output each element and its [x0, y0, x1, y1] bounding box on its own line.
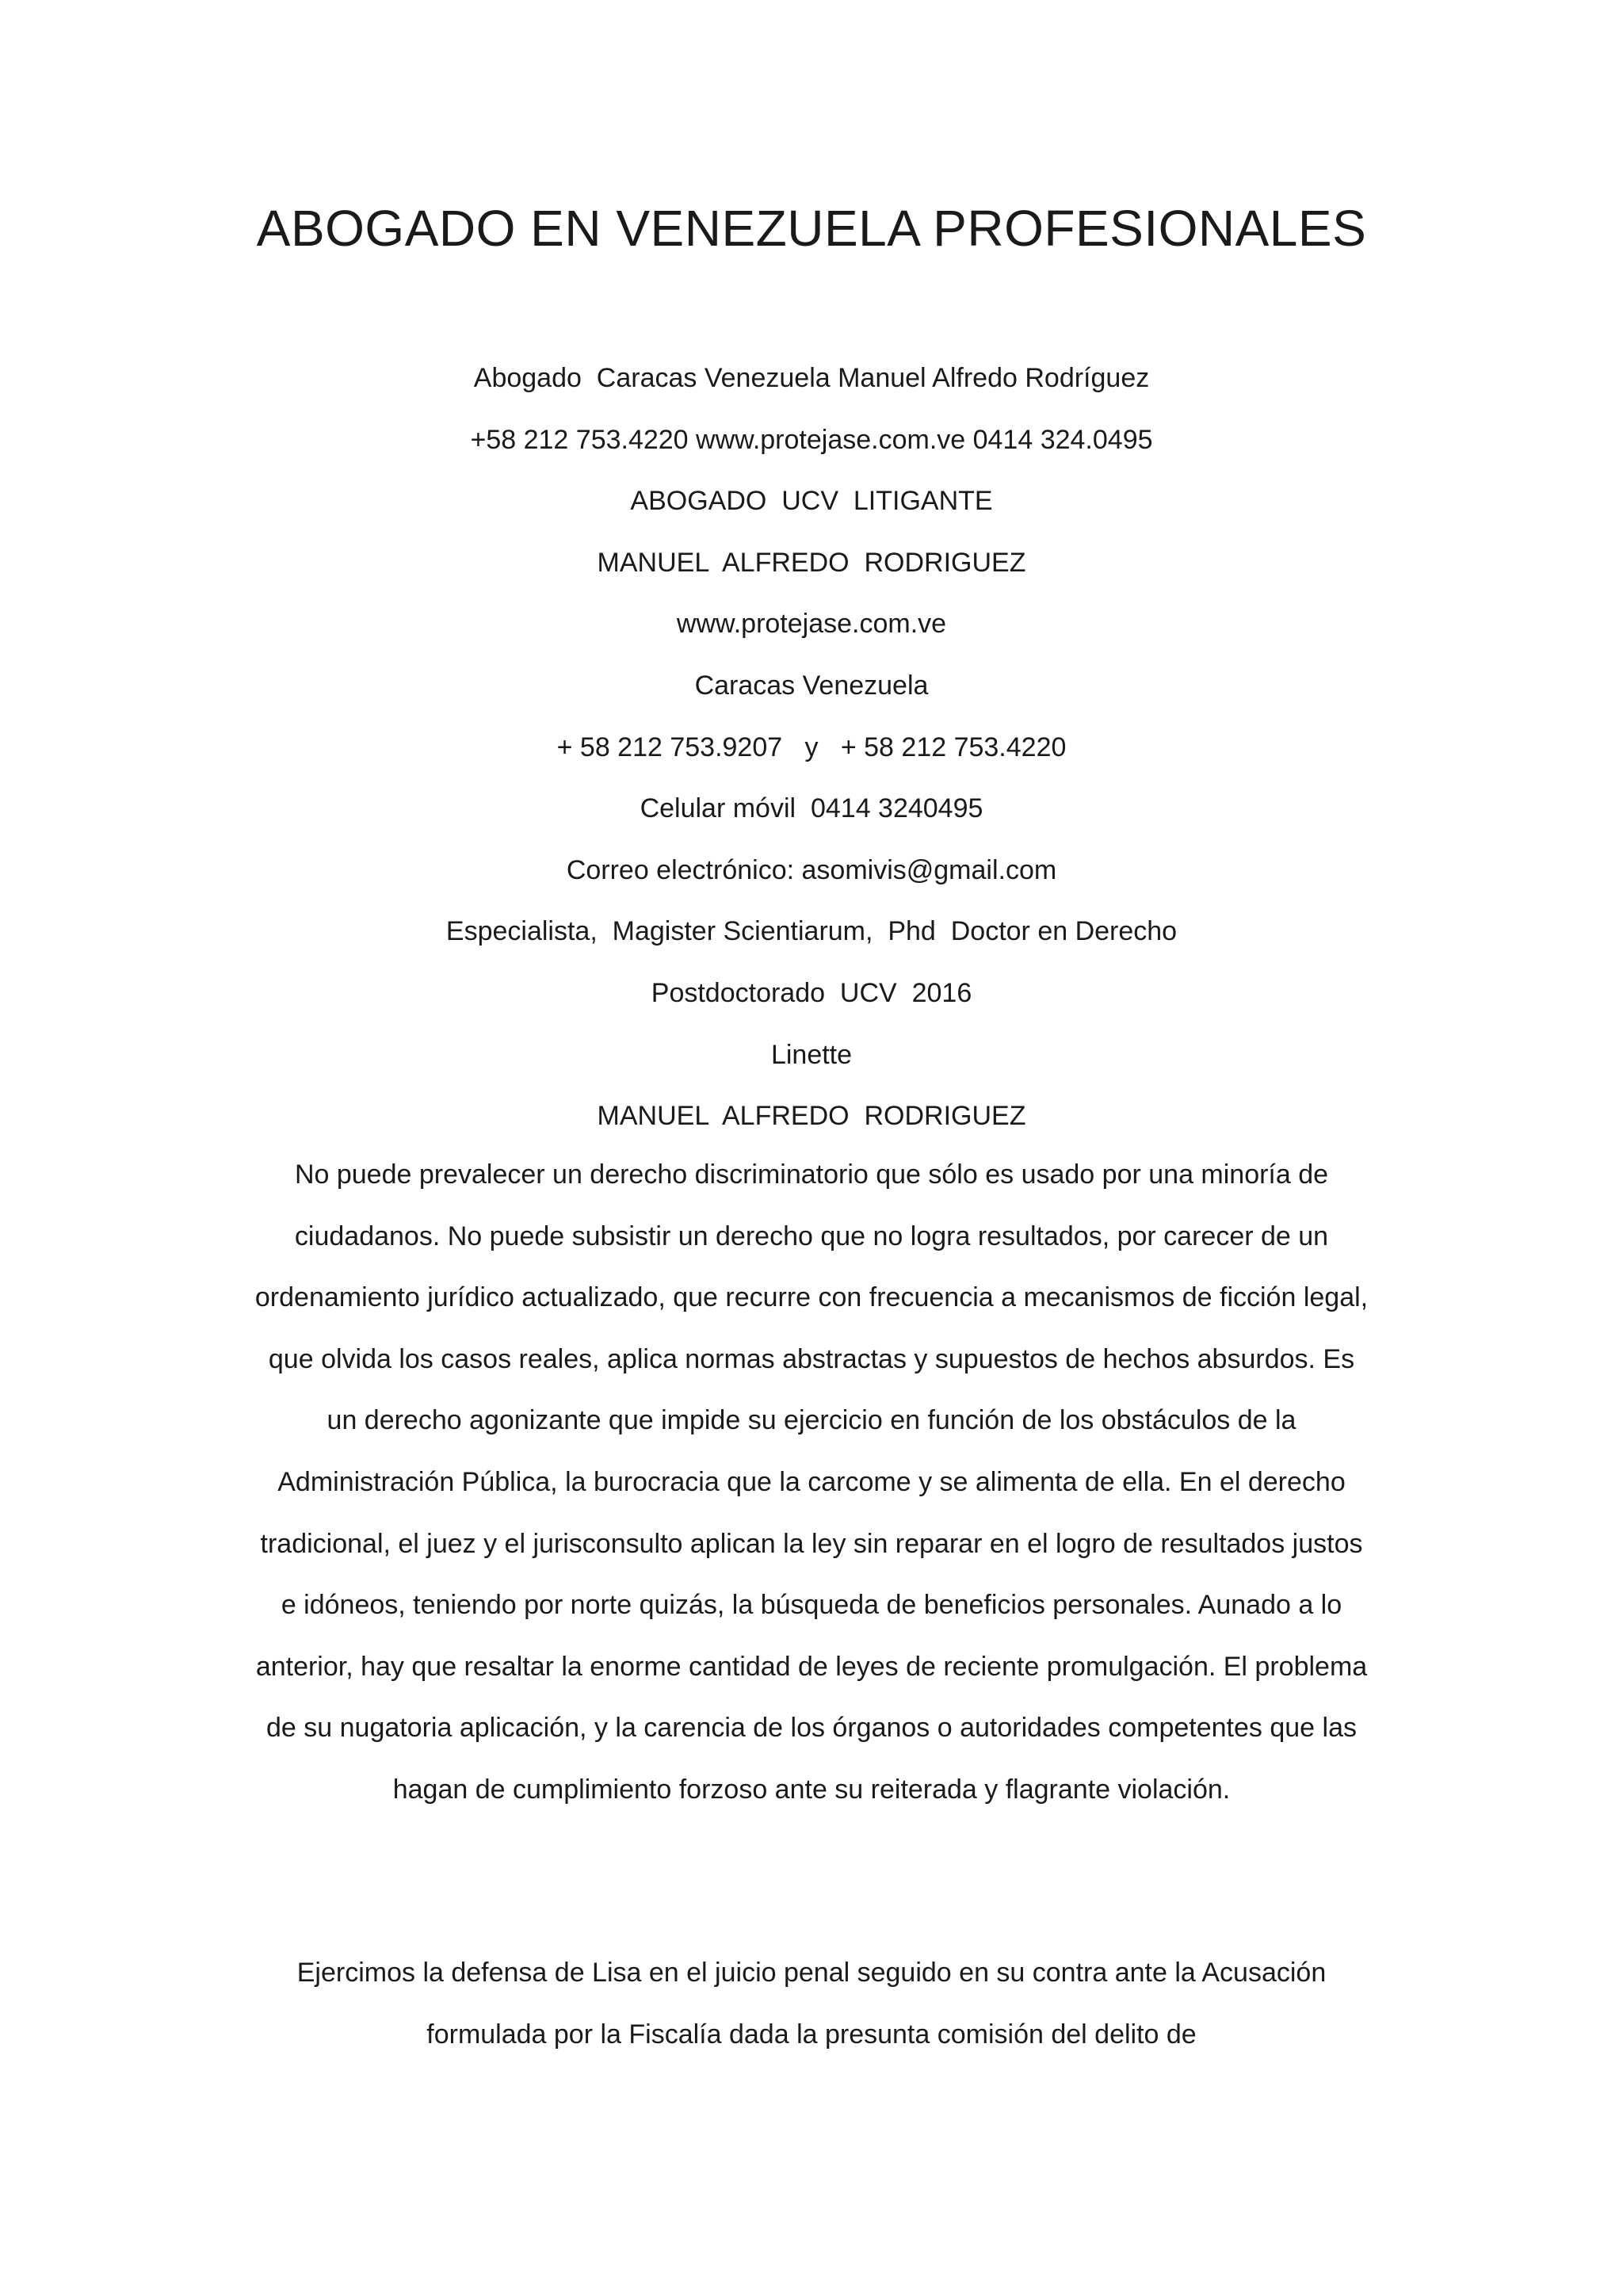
contact-line: + 58 212 753.9207 y + 58 212 753.4220: [556, 732, 1067, 762]
contact-line: Linette: [770, 1039, 853, 1070]
contact-line: MANUEL ALFREDO RODRIGUEZ: [597, 1101, 1026, 1132]
contact-line: +58 212 753.4220 www.protejase.com.ve 0414 324.0495: [470, 424, 1153, 455]
contact-line: Postdoctorado UCV 2016: [651, 977, 972, 1008]
document-title: ABOGADO EN VENEZUELA PROFESIONALES: [256, 200, 1367, 257]
paragraph-discriminatory-law: No puede prevalecer un derecho discriminatorio que sólo es usado por una minoría de ciudadanos. No puede subsistir un derecho que no logra resultados, por carecer de un ordenamiento jurídico actualizado, que recurre con frecuencia a mecanismos de ficción legal, que olvida los casos reales, aplica normas abstractas y supuestos de hechos absurdos. Es un derecho agonizante que impide su ejercicio en función de los obstáculos de la Administración Pública, la burocracia que la carcome y se alimenta de ella. En el derecho tradicional, el juez y el jurisconsulto aplican la ley sin reparar en el logro de resultados justos e idóneos, teniendo por norte quizás, la búsqueda de beneficios personales. Aunado a lo anterior, hay que resaltar la enorme cantidad de leyes de reciente promulgación. El problema de su nugatoria aplicación, y la carencia de los órganos o autoridades competentes que las hagan de cumplimiento forzoso ante su reiterada y flagrante violación.: [254, 1159, 1369, 1805]
contact-line: Abogado Caracas Venezuela Manuel Alfredo Rodríguez: [473, 363, 1150, 393]
contact-line: Especialista, Magister Scientiarum, Phd Doctor en Derecho: [445, 916, 1178, 947]
contact-line: www.protejase.com.ve: [676, 609, 947, 640]
contact-block: [0, 348, 1623, 1148]
contact-line: Celular móvil 0414 3240495: [640, 793, 983, 824]
contact-line: MANUEL ALFREDO RODRIGUEZ: [597, 547, 1026, 578]
contact-line: ABOGADO UCV LITIGANTE: [630, 486, 993, 517]
contact-line: Caracas Venezuela: [694, 670, 929, 701]
contact-line: Correo electrónico: asomivis@gmail.com: [566, 854, 1057, 885]
paragraph-defense-case: Ejercimos la defensa de Lisa en el juicio penal seguido en su contra ante la Acusación formulada por la Fiscalía dada la presunta comisión del delito de: [296, 1958, 1327, 2050]
